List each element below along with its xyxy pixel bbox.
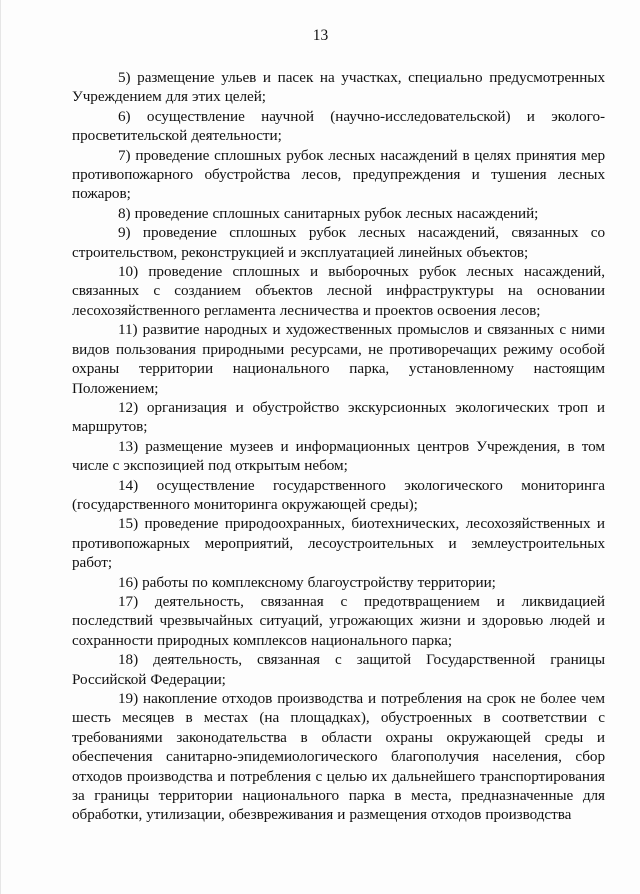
list-item-6: 6) осуществление научной (научно-исследовательской) и эколого-просветительской деятельности; bbox=[72, 107, 605, 145]
list-item-19: 19) накопление отходов производства и потребления на срок не более чем шесть месяцев в местах (на площадках), обустроенных в соответствии с требованиями законодательства в области охраны окружающей среды и обеспечения санитарно-эпидемиологического благополучия населения, сбор отходов производства и потребления с целью их дальнейшего транспортирования за границы территории национального парка в места, предназначенные для обработки, утилизации, обезвреживания и размещения отходов производства bbox=[72, 690, 605, 824]
list-item-16: 16) работы по комплексному благоустройству территории; bbox=[118, 573, 496, 591]
list-item-10: 10) проведение сплошных и выборочных рубок лесных насаждений, связанных с созданием объектов лесной инфраструктуры на основании лесохозяйственного регламента лесничества и проектов освоения лесов; bbox=[72, 263, 605, 319]
list-item-14: 14) осуществление государственного экологического мониторинга (государственного мониторинга окружающей среды); bbox=[72, 476, 605, 513]
list-item-17: 17) деятельность, связанная с предотвращением и ликвидацией последствий чрезвычайных ситуаций, угрожающих жизни и здоровью людей и сохранности природных комплексов национального парка; bbox=[72, 592, 605, 649]
list-item-7: 7) проведение сплошных рубок лесных насаждений в целях принятия мер противопожарного обустройства лесов, предупреждения и тушения лесных пожаров; bbox=[72, 146, 605, 203]
list-item-15: 15) проведение природоохранных, биотехнических, лесохозяйственных и противопожарных мероприятий, лесоустроительных и землеустроительных работ; bbox=[72, 515, 605, 572]
list-item-13: 13) размещение музеев и информационных центров Учреждения, в том числе с экспозицией под открытым небом; bbox=[72, 437, 605, 475]
page-number: 13 bbox=[312, 27, 329, 44]
list-item-18: 18) деятельность, связанная с защитой Государственной границы Российской Федерации; bbox=[72, 651, 605, 688]
list-item-9: 9) проведение сплошных рубок лесных насаждений, связанных со строительством, реконструкцией и эксплуатацией линейных объектов; bbox=[72, 224, 605, 261]
list-item-11: 11) развитие народных и художественных промыслов и связанных с ними видов пользования природными ресурсами, не противоречащих режиму особой охраны территории национального парка, установленному настоящим Положением; bbox=[72, 321, 605, 397]
document-body bbox=[72, 68, 605, 825]
list-item-5: 5) размещение ульев и пасек на участках, специально предусмотренных Учреждением для этих целей; bbox=[72, 69, 605, 106]
list-item-8: 8) проведение сплошных санитарных рубок лесных насаждений; bbox=[118, 204, 539, 222]
list-item-12: 12) организация и обустройство экскурсионных экологических троп и маршрутов; bbox=[72, 398, 605, 436]
